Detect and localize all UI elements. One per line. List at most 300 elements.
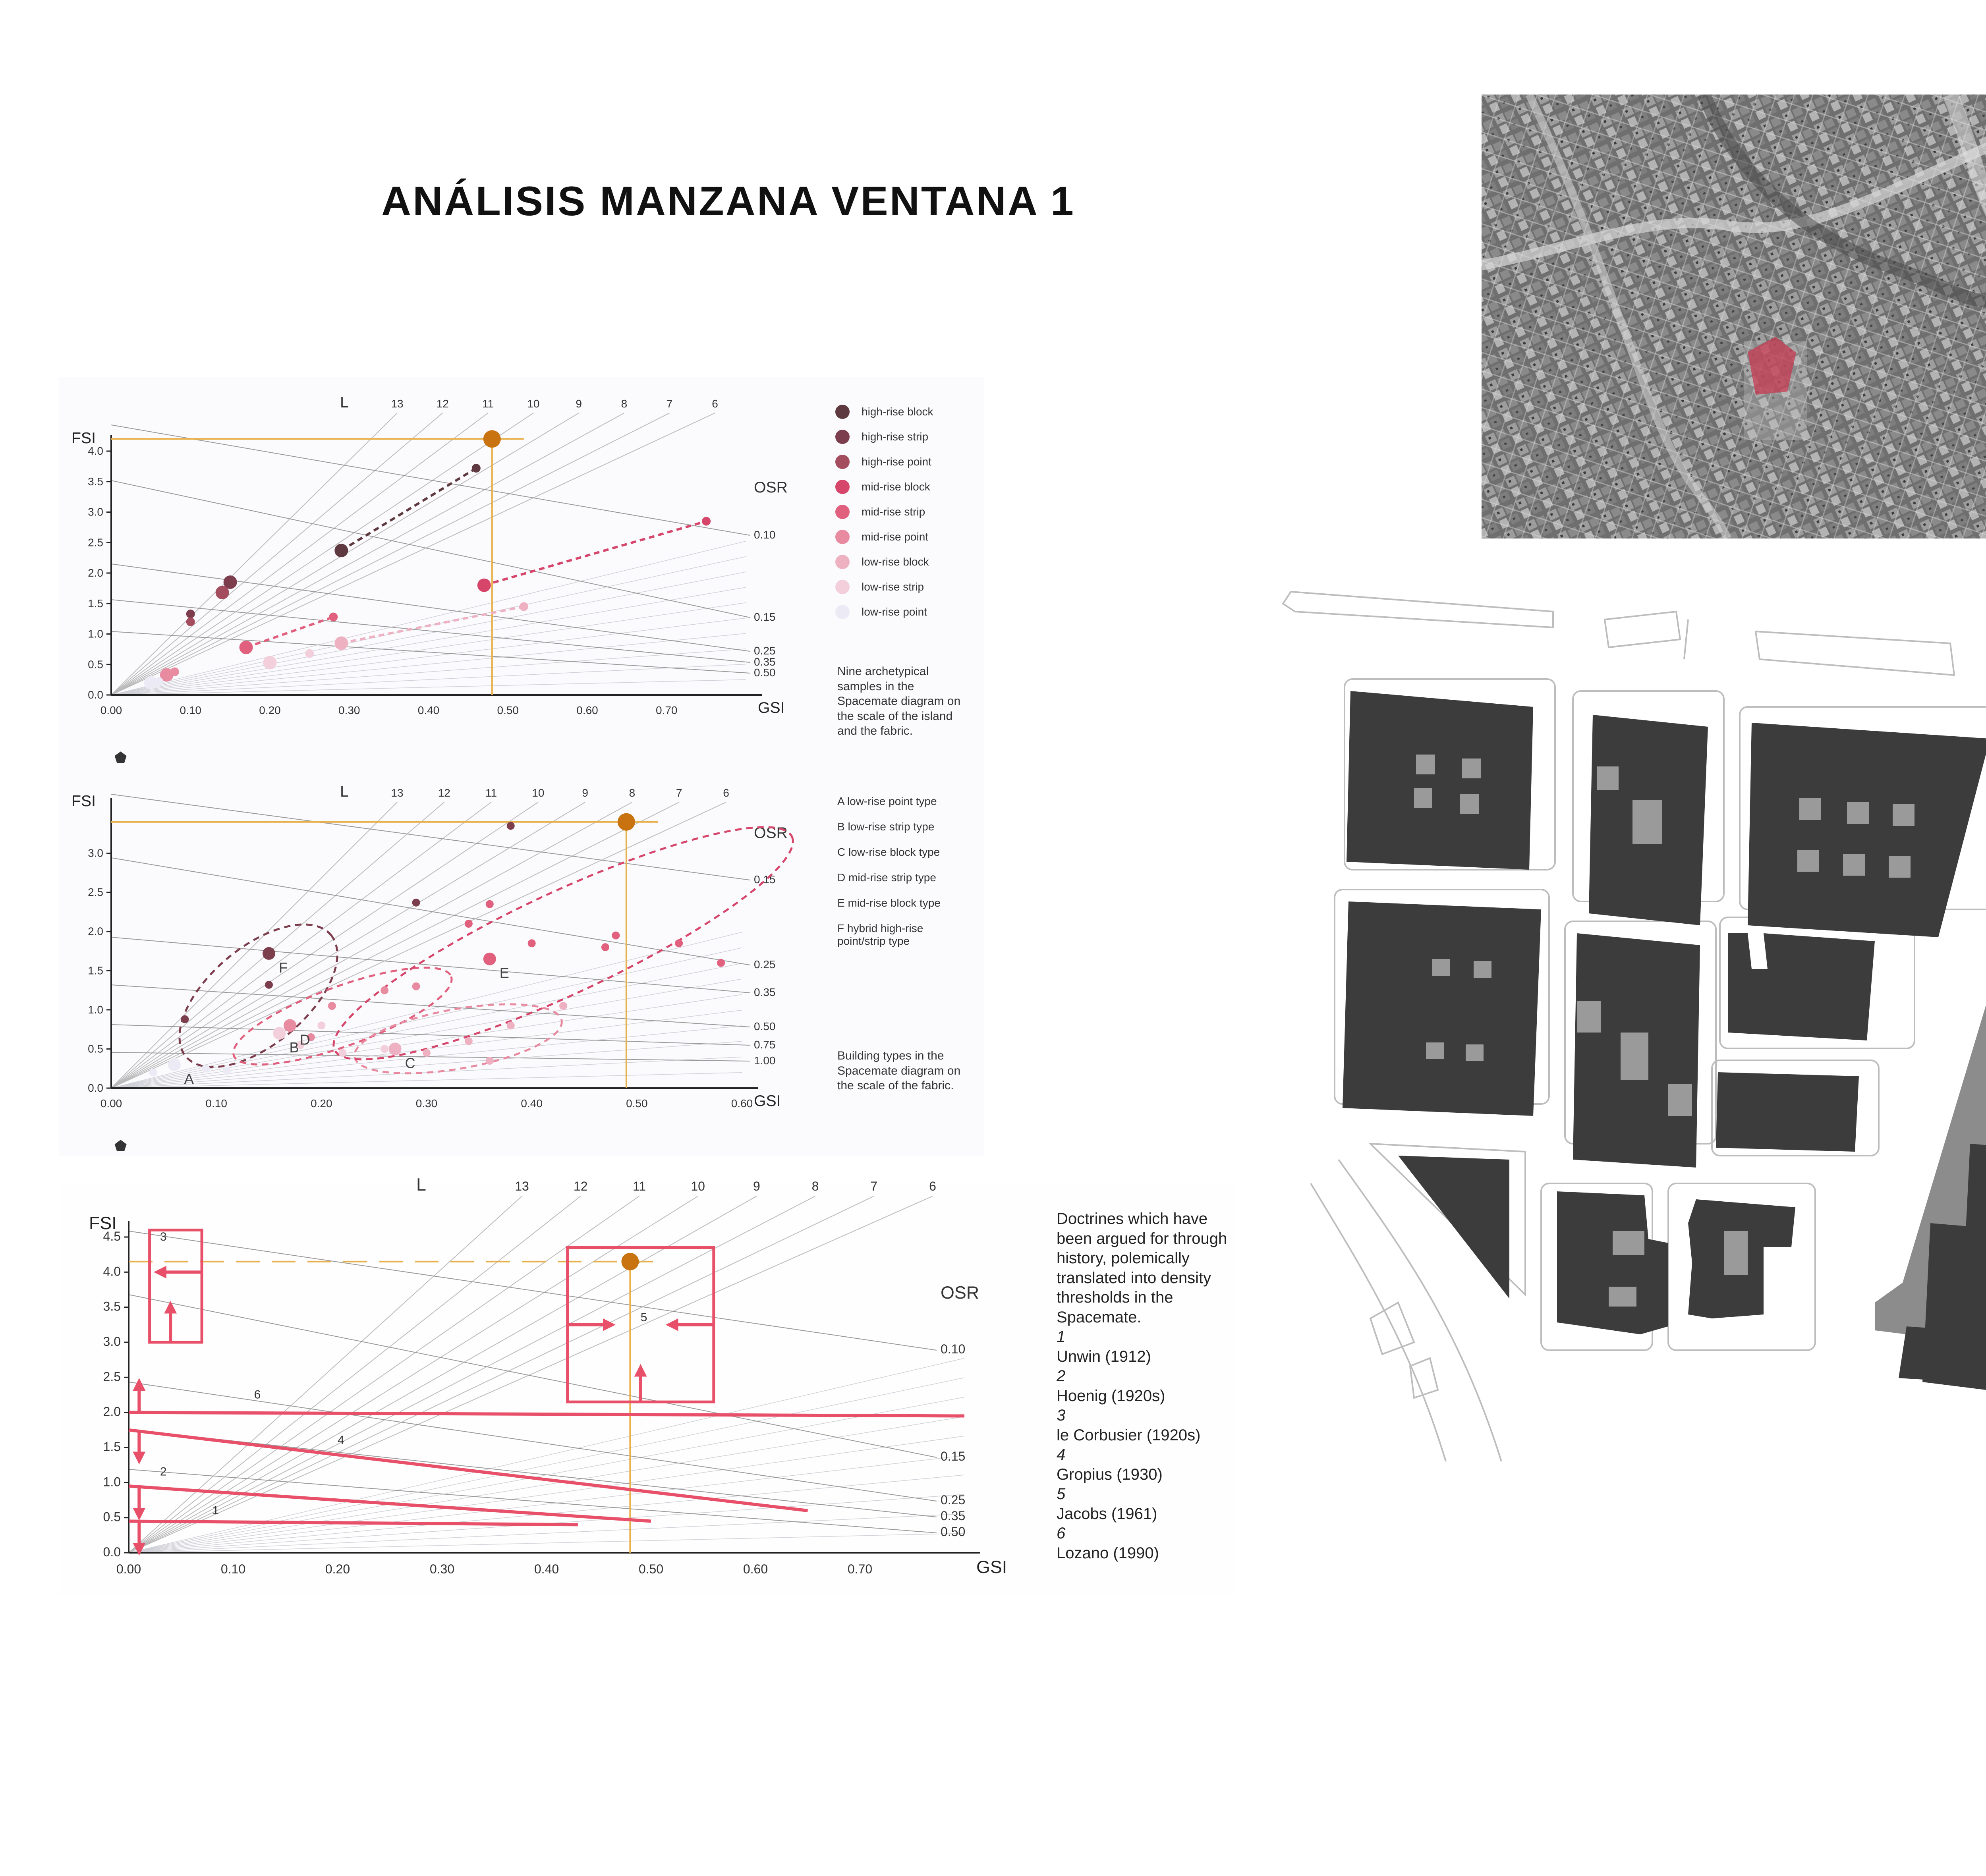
y-tick-label: 1.0	[88, 1003, 103, 1016]
building	[1899, 1326, 1962, 1382]
doctrine-box-3	[150, 1230, 202, 1342]
doctrines-list	[1057, 1327, 1243, 1563]
legend-item	[835, 399, 933, 424]
data-point	[170, 668, 179, 676]
osr-value-label: 0.25	[754, 645, 776, 657]
legend-label: high-rise point	[862, 455, 931, 468]
doctrine-label: 3	[160, 1230, 167, 1243]
data-point	[216, 586, 229, 599]
y-tick-label: 4.0	[103, 1264, 121, 1279]
y-tick-label: 0.5	[88, 658, 103, 671]
doctrine-number: 6	[1057, 1525, 1066, 1542]
y-tick-label: 2.5	[103, 1369, 121, 1384]
y-tick-label: 1.5	[88, 964, 103, 977]
l-value-label: 6	[723, 787, 729, 799]
doctrine-number: 2	[1057, 1367, 1066, 1385]
courtyard	[1416, 755, 1435, 774]
cluster-label: B	[289, 1039, 299, 1056]
y-axis-label: FSI	[89, 1213, 117, 1233]
x-tick-label: 0.20	[311, 1097, 332, 1110]
data-point	[381, 986, 388, 994]
doctrine-threshold-line	[129, 1521, 578, 1525]
fan-ray	[111, 664, 746, 695]
legend-swatch	[835, 430, 850, 444]
fan-ray	[111, 603, 746, 695]
legend-item	[835, 549, 933, 574]
x-tick-label: 0.50	[638, 1562, 664, 1576]
osr-value-label: 0.50	[754, 1020, 776, 1033]
pentagon-icon: ⬟	[114, 750, 127, 766]
data-point	[702, 517, 711, 526]
legend-item	[835, 424, 933, 449]
doctrine-name: Hoenig (1920s)	[1057, 1387, 1165, 1405]
spacemate-fabric-panel	[59, 778, 984, 1156]
doctrine-label: 6	[254, 1388, 261, 1401]
legend-label: low-rise block	[862, 555, 929, 568]
page-title: ANÁLISIS MANZANA VENTANA 1	[381, 178, 1075, 224]
doctrine-number: 5	[1057, 1485, 1066, 1503]
grid-lines	[111, 413, 750, 695]
osr-line	[129, 1231, 937, 1350]
osr-axis-label: OSR	[941, 1283, 979, 1303]
data-point	[334, 637, 348, 650]
osr-line	[111, 564, 750, 651]
y-tick-label: 3.0	[88, 506, 103, 518]
plaza-outline	[1370, 1303, 1414, 1354]
osr-value-label: 0.35	[754, 656, 776, 668]
y-tick-label: 2.0	[103, 1404, 121, 1419]
osr-value-label: 0.15	[941, 1449, 966, 1463]
doctrine-number: 3	[1057, 1407, 1066, 1424]
y-tick-label: 0.0	[103, 1545, 121, 1559]
fan-ray	[111, 679, 746, 695]
fan-ray	[129, 1514, 964, 1553]
x-axis-label: GSI	[976, 1557, 1007, 1577]
data-point	[284, 1019, 296, 1032]
courtyard	[1609, 1287, 1636, 1307]
legend-label: low-rise point	[862, 605, 927, 618]
legend-item	[835, 474, 933, 499]
x-tick-label: 0.10	[180, 704, 201, 716]
courtyard	[1426, 1042, 1444, 1059]
x-tick-label: 0.30	[429, 1562, 455, 1576]
osr-line	[111, 1025, 750, 1045]
site-plan	[1279, 588, 1986, 1471]
fabric-legend-item: B low-rise strip type	[837, 820, 935, 833]
data-point	[423, 1049, 431, 1057]
l-ray	[111, 802, 585, 1088]
legend-swatch	[835, 455, 850, 469]
legend-item	[835, 599, 933, 624]
osr-line	[111, 1052, 750, 1061]
x-axis-label: GSI	[758, 699, 785, 716]
courtyard	[1799, 798, 1821, 820]
legend-swatch	[835, 405, 850, 419]
l-value-label: 12	[436, 398, 449, 410]
l-ray	[111, 802, 397, 1088]
osr-value-label: 0.10	[941, 1342, 966, 1356]
y-tick-label: 1.5	[88, 597, 103, 610]
doctrine-name: Gropius (1930)	[1057, 1465, 1163, 1483]
x-tick-label: 0.10	[205, 1097, 227, 1110]
doctrine-label: 2	[160, 1465, 167, 1478]
y-tick-label: 0.5	[88, 1042, 103, 1055]
data-point	[717, 959, 725, 967]
l-ray	[129, 1196, 698, 1553]
legend-item	[835, 574, 933, 599]
data-point	[240, 641, 253, 654]
legend-label: mid-rise block	[862, 480, 930, 493]
y-tick-label: 2.5	[88, 886, 103, 899]
x-tick-label: 0.70	[656, 704, 678, 716]
x-tick-label: 0.20	[259, 704, 281, 716]
data-point	[559, 1002, 567, 1010]
legend-swatch	[835, 555, 850, 569]
osr-value-label: 0.50	[754, 666, 776, 679]
highlight-point	[483, 430, 501, 448]
l-value-label: 7	[870, 1179, 878, 1193]
pavement-outline	[1756, 631, 1954, 675]
cluster-label: A	[184, 1070, 194, 1087]
x-tick-label: 0.70	[847, 1562, 873, 1576]
data-point	[477, 579, 491, 592]
legend-swatch	[835, 530, 850, 544]
courtyard	[1613, 1231, 1644, 1255]
building	[1343, 901, 1541, 1116]
data-point	[381, 1045, 388, 1053]
cluster-label: D	[299, 1031, 310, 1048]
fabric-legend-item: F hybrid high-rise point/strip type	[837, 922, 923, 948]
osr-value-label: 0.15	[754, 611, 776, 623]
x-tick-label: 0.60	[743, 1562, 768, 1576]
l-value-label: 6	[929, 1179, 936, 1193]
legend-item	[835, 499, 933, 524]
courtyard	[1466, 1044, 1484, 1061]
data-point	[612, 932, 620, 940]
doctrine-number: 4	[1057, 1446, 1066, 1463]
street-edge	[1311, 1183, 1446, 1461]
y-axis-label: FSI	[71, 430, 96, 447]
data-point	[465, 1037, 473, 1045]
fan-ray	[111, 587, 746, 695]
l-ray	[111, 413, 533, 695]
x-tick-label: 0.60	[576, 704, 598, 716]
osr-line	[111, 794, 750, 880]
building	[1716, 1072, 1859, 1152]
l-value-label: 10	[691, 1179, 705, 1193]
legend-label: high-rise strip	[862, 430, 929, 443]
courtyard	[1724, 1231, 1748, 1275]
l-value-label: 8	[621, 398, 628, 410]
doctrine-name: Unwin (1912)	[1057, 1347, 1151, 1365]
l-value-label: 10	[527, 398, 540, 410]
courtyard	[1597, 766, 1619, 790]
l-value-label: 10	[532, 787, 545, 799]
osr-line	[129, 1430, 937, 1517]
cluster-label: C	[405, 1055, 415, 1071]
courtyard	[1847, 802, 1869, 824]
aerial-photo	[1482, 95, 1986, 538]
courtyard	[1414, 788, 1432, 808]
courtyard	[1889, 856, 1911, 878]
street-edge	[1684, 620, 1688, 659]
l-value-label: 12	[438, 787, 450, 799]
l-value-label: 9	[576, 398, 582, 410]
data-point	[317, 1021, 325, 1029]
y-tick-label: 3.5	[103, 1299, 121, 1314]
l-value-label: 11	[482, 398, 494, 410]
l-value-label: 6	[712, 398, 718, 410]
data-point	[263, 656, 277, 670]
doctrine-threshold-line	[129, 1430, 808, 1511]
l-value-label: 13	[515, 1179, 529, 1193]
x-tick-label: 0.10	[220, 1562, 246, 1576]
osr-value-label: 0.25	[941, 1493, 966, 1507]
doctrine-name: le Corbusier (1920s)	[1057, 1426, 1201, 1444]
osr-line	[111, 481, 750, 618]
data-point	[168, 1058, 181, 1071]
data-point	[338, 1049, 346, 1057]
courtyard	[1462, 759, 1481, 778]
y-axis-label: FSI	[71, 793, 96, 810]
y-tick-label: 2.5	[88, 536, 103, 549]
l-value-label: 8	[811, 1179, 819, 1193]
data-point	[389, 1042, 402, 1055]
courtyard	[1632, 800, 1662, 844]
doctrines-legend	[1057, 1209, 1243, 1563]
l-value-label: 7	[666, 398, 673, 410]
cluster-outline	[155, 898, 362, 1094]
highlight-point	[618, 813, 635, 831]
x-tick-label: 0.50	[497, 704, 519, 716]
fan-ray	[129, 1533, 964, 1553]
y-tick-label: 4.0	[88, 445, 103, 457]
x-tick-label: 0.30	[415, 1097, 438, 1110]
l-value-label: 7	[676, 787, 682, 799]
fabric-legend-item: A low-rise point type	[837, 795, 937, 807]
cluster-label: E	[499, 965, 509, 981]
l-value-label: 11	[632, 1179, 646, 1193]
y-tick-label: 3.0	[103, 1334, 121, 1349]
data-point	[412, 899, 420, 907]
osr-value-label: 0.75	[754, 1038, 776, 1051]
courtyard	[1893, 804, 1915, 826]
data-point	[486, 900, 494, 908]
y-tick-label: 1.5	[103, 1440, 121, 1454]
grid-lines	[111, 794, 750, 1088]
data-point	[520, 602, 528, 611]
y-tick-label: 0.0	[88, 1082, 103, 1094]
l-ray	[111, 413, 715, 695]
data-point	[149, 1069, 157, 1077]
legend-label: high-rise block	[862, 405, 933, 418]
courtyard	[1843, 854, 1865, 876]
data-point	[472, 464, 481, 473]
osr-axis-label: OSR	[754, 824, 788, 841]
fabric-legend-item: E mid-rise block type	[837, 897, 941, 909]
osr-value-label: 0.35	[754, 986, 776, 998]
l-value-label: 9	[753, 1179, 760, 1193]
pentagon-icon: ⬟	[114, 1138, 127, 1154]
l-value-label: 13	[391, 398, 404, 410]
cluster-label: F	[279, 959, 288, 976]
fan-ray	[111, 618, 746, 695]
l-axis-label: L	[416, 1175, 426, 1195]
fan-ray	[129, 1455, 964, 1553]
x-tick-label: 0.40	[534, 1562, 559, 1576]
data-point	[328, 1002, 336, 1010]
data-point	[507, 1021, 515, 1029]
data-point	[329, 613, 338, 621]
data-point	[186, 618, 195, 626]
data-point	[483, 953, 496, 965]
l-value-label: 12	[573, 1179, 588, 1193]
l-value-label: 11	[485, 787, 497, 799]
data-point	[601, 943, 609, 951]
y-tick-label: 2.0	[88, 567, 103, 579]
y-tick-label: 0.5	[103, 1509, 121, 1524]
series-connector	[341, 468, 476, 550]
aerial-photo-texture	[1482, 95, 1986, 538]
building	[1748, 723, 1986, 937]
legend-label: mid-rise strip	[862, 505, 925, 518]
l-value-label: 9	[582, 787, 588, 799]
site-plan-drawing	[1279, 588, 1986, 1469]
y-tick-label: 1.0	[103, 1475, 121, 1489]
fan-ray	[111, 994, 742, 1088]
data-point	[263, 947, 275, 960]
building-type-legend	[835, 399, 933, 624]
l-ray	[129, 1196, 874, 1553]
x-tick-label: 0.30	[338, 704, 360, 716]
data-point	[181, 1015, 189, 1023]
data-point	[273, 1027, 286, 1040]
building	[1728, 933, 1875, 1040]
x-tick-label: 0.40	[521, 1097, 543, 1110]
courtyard	[1474, 961, 1491, 978]
data-point	[265, 981, 273, 989]
doctrine-name: Lozano (1990)	[1057, 1544, 1159, 1562]
data-point	[486, 1057, 494, 1065]
fan-ray	[111, 572, 746, 695]
x-tick-label: 0.60	[731, 1097, 753, 1110]
data-point	[334, 544, 348, 557]
fabric-caption: Building types in the Spacemate diagram on the scale of the fabric.	[837, 1049, 961, 1092]
legend-label: low-rise strip	[862, 580, 924, 593]
data-point	[675, 939, 683, 947]
courtyard	[1432, 959, 1450, 976]
data-point	[155, 677, 163, 686]
x-tick-label: 0.00	[100, 704, 122, 716]
x-tick-label: 0.00	[100, 1097, 122, 1110]
grid-lines	[129, 1196, 964, 1553]
x-axis-label: GSI	[754, 1092, 781, 1110]
data-point	[507, 822, 515, 830]
data-point	[305, 649, 314, 658]
data-point	[202, 1065, 210, 1073]
fan-ray	[129, 1417, 964, 1553]
l-ray	[111, 802, 632, 1088]
plaza-outline	[1410, 1358, 1438, 1398]
osr-value-label: 0.10	[754, 529, 776, 541]
legend-swatch	[835, 580, 850, 594]
l-axis-label: L	[340, 394, 349, 411]
x-tick-label: 0.20	[325, 1562, 350, 1576]
y-tick-label: 4.5	[103, 1229, 121, 1243]
l-axis-label: L	[340, 783, 349, 800]
y-tick-label: 1.0	[88, 627, 103, 640]
osr-axis-label: OSR	[754, 479, 788, 496]
courtyard	[1797, 850, 1819, 872]
legend-swatch	[835, 505, 850, 519]
data-point	[223, 1067, 231, 1075]
fabric-legend-item: D mid-rise strip type	[837, 871, 936, 884]
doctrines-caption: Doctrines which have been argued for through history, polemically translated into density thresholds in the Spacemate.	[1057, 1210, 1227, 1326]
fabric-legend-item: C low-rise block type	[837, 846, 940, 858]
y-tick-label: 3.5	[88, 475, 103, 488]
x-tick-label: 0.40	[417, 704, 440, 716]
fan-ray	[111, 1070, 742, 1088]
courtyard	[1621, 1033, 1648, 1080]
highlight-point	[621, 1253, 639, 1270]
y-tick-label: 0.0	[88, 689, 103, 701]
l-value-label: 13	[391, 787, 404, 799]
archetypes-caption: Nine archetypical samples in the Spacemate diagram on the scale of the island and the fabric.	[837, 665, 961, 737]
osr-value-label: 0.15	[754, 873, 776, 886]
legend-label: mid-rise point	[862, 530, 929, 543]
osr-value-label: 0.25	[754, 958, 776, 971]
doctrine-threshold-line	[129, 1413, 964, 1416]
y-tick-label: 3.0	[88, 847, 103, 859]
data-point	[412, 982, 420, 990]
l-value-label: 8	[629, 787, 636, 799]
doctrine-number: 1	[1057, 1328, 1066, 1345]
legend-item	[835, 449, 933, 474]
courtyard	[1577, 1001, 1601, 1033]
doctrine-name: Jacobs (1961)	[1057, 1505, 1157, 1523]
l-ray	[111, 413, 670, 695]
doctrine-label: 4	[338, 1434, 344, 1447]
l-ray	[129, 1196, 757, 1553]
legend-swatch	[835, 605, 850, 619]
spacemate-archetypes-panel	[59, 377, 984, 778]
series-connector	[484, 521, 706, 585]
courtyard	[1460, 794, 1479, 814]
building	[1398, 1156, 1509, 1299]
y-tick-label: 2.0	[88, 925, 103, 938]
legend-item	[835, 524, 933, 549]
data-point	[528, 939, 536, 947]
x-tick-label: 0.50	[626, 1097, 648, 1110]
doctrine-label: 5	[640, 1311, 647, 1324]
l-ray	[129, 1196, 933, 1553]
pavement-outline	[1283, 592, 1553, 627]
osr-line	[129, 1382, 937, 1501]
osr-value-label: 1.00	[754, 1054, 776, 1067]
osr-line	[111, 631, 750, 673]
data-point	[465, 920, 473, 928]
legend-swatch	[835, 480, 850, 494]
l-ray	[111, 802, 538, 1088]
osr-line	[129, 1295, 937, 1457]
x-tick-label: 0.00	[116, 1562, 141, 1576]
osr-value-label: 0.50	[941, 1525, 966, 1539]
doctrine-label: 1	[212, 1504, 219, 1517]
osr-line	[111, 937, 750, 993]
fabric-type-legend	[837, 795, 972, 948]
l-ray	[111, 413, 397, 695]
osr-value-label: 0.35	[941, 1509, 966, 1523]
